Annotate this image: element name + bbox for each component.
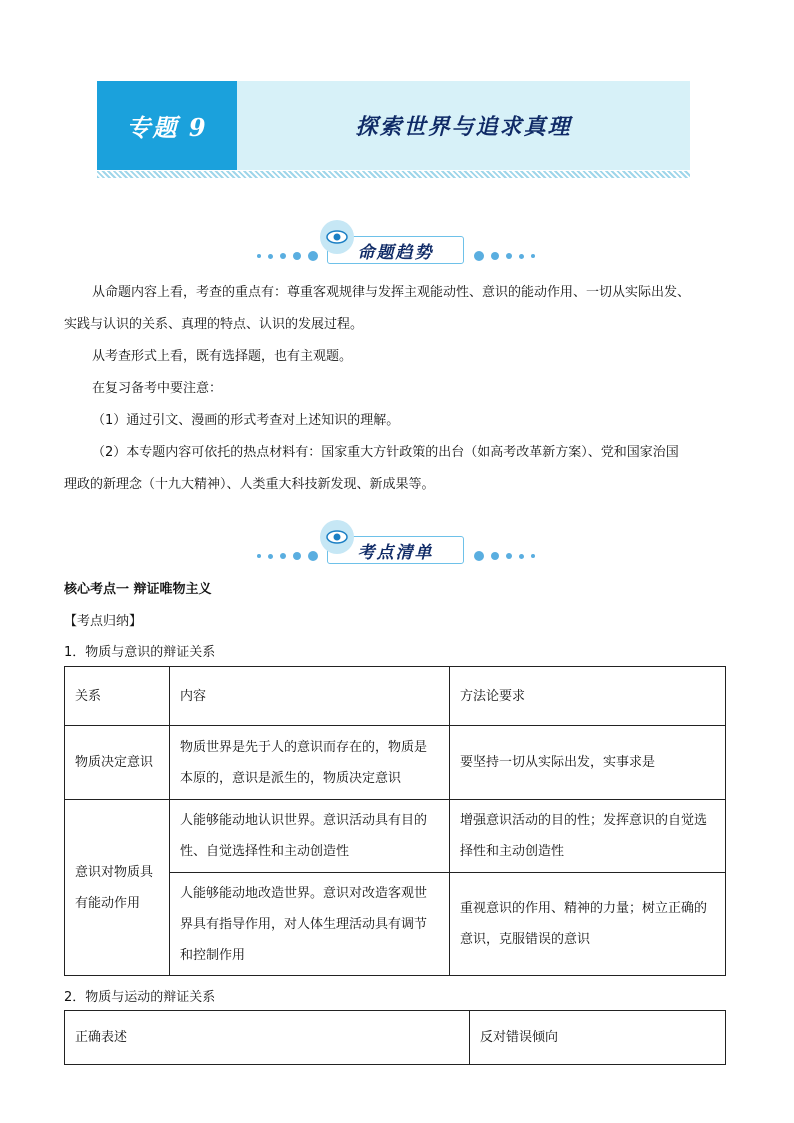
eye-icon (320, 520, 354, 554)
core-point-heading: 核心考点一 辩证唯物主义 (64, 582, 212, 597)
table-header-row (65, 667, 726, 726)
summary-label: 【考点归纳】 (64, 614, 143, 629)
paragraph: （1）通过引文、漫画的形式考查对上述知识的理解。 (92, 413, 400, 428)
paragraph: 从考查形式上看，既有选择题，也有主观题。 (92, 349, 353, 364)
matter-motion-table (64, 1010, 726, 1065)
header-cell: 内容 (170, 667, 450, 726)
table-header-row (65, 1011, 726, 1065)
section-title: 命题趋势 (327, 236, 464, 264)
paragraph: （2）本专题内容可依托的热点材料有：国家重大方针政策的出台（如高考改革新方案）、党和国家治国 (92, 445, 679, 460)
subtitle-matter-motion: 2．物质与运动的辩证关系 (64, 990, 216, 1005)
relation-cell: 意识对物质具有能动作用 (65, 800, 170, 976)
relation-cell: 物质决定意识 (65, 726, 170, 800)
banner-divider (97, 171, 690, 178)
topic-label: 专题 9 (97, 81, 237, 170)
paragraph: 理政的新理念（十九大精神）、人类重大科技新发现、新成果等。 (64, 477, 435, 492)
topic-banner (97, 81, 690, 170)
decorative-dots-right (474, 551, 535, 561)
eye-icon (320, 220, 354, 254)
matter-consciousness-table (64, 666, 726, 976)
content-cell: 物质世界是先于人的意识而存在的，物质是本原的，意识是派生的，物质决定意识 (170, 726, 450, 800)
method-cell: 增强意识活动的目的性；发挥意识的自觉选择性和主动创造性 (450, 800, 726, 873)
decorative-dots-left (257, 551, 318, 561)
paragraph: 从命题内容上看，考查的重点有：尊重客观规律与发挥主观能动性、意识的能动作用、一切从实际出发、 (92, 285, 691, 300)
topic-title: 探索世界与追求真理 (355, 114, 572, 140)
table-row (65, 800, 726, 873)
content-cell: 人能够能动地认识世界。意识活动具有目的性、自觉选择性和主动创造性 (170, 800, 450, 873)
section-heading-checklist (240, 518, 560, 568)
content-cell: 人能够能动地改造世界。意识对改造客观世界具有指导作用，对人体生理活动具有调节和控制作用 (170, 873, 450, 976)
paragraph: 在复习备考中要注意： (92, 381, 223, 396)
subtitle-matter-consciousness: 1．物质与意识的辩证关系 (64, 645, 216, 660)
header-cell: 方法论要求 (450, 667, 726, 726)
decorative-dots-left (257, 251, 318, 261)
table-row (65, 726, 726, 800)
paragraph: 实践与认识的关系、真理的特点、认识的发展过程。 (64, 317, 364, 332)
method-cell: 要坚持一切从实际出发，实事求是 (450, 726, 726, 800)
header-cell: 关系 (65, 667, 170, 726)
decorative-dots-right (474, 251, 535, 261)
header-cell: 反对错误倾向 (470, 1011, 726, 1065)
section-heading-trend (240, 218, 560, 268)
section-title: 考点清单 (327, 536, 464, 564)
header-cell: 正确表述 (65, 1011, 470, 1065)
method-cell: 重视意识的作用、精神的力量；树立正确的意识，克服错误的意识 (450, 873, 726, 976)
trend-section (64, 277, 744, 501)
